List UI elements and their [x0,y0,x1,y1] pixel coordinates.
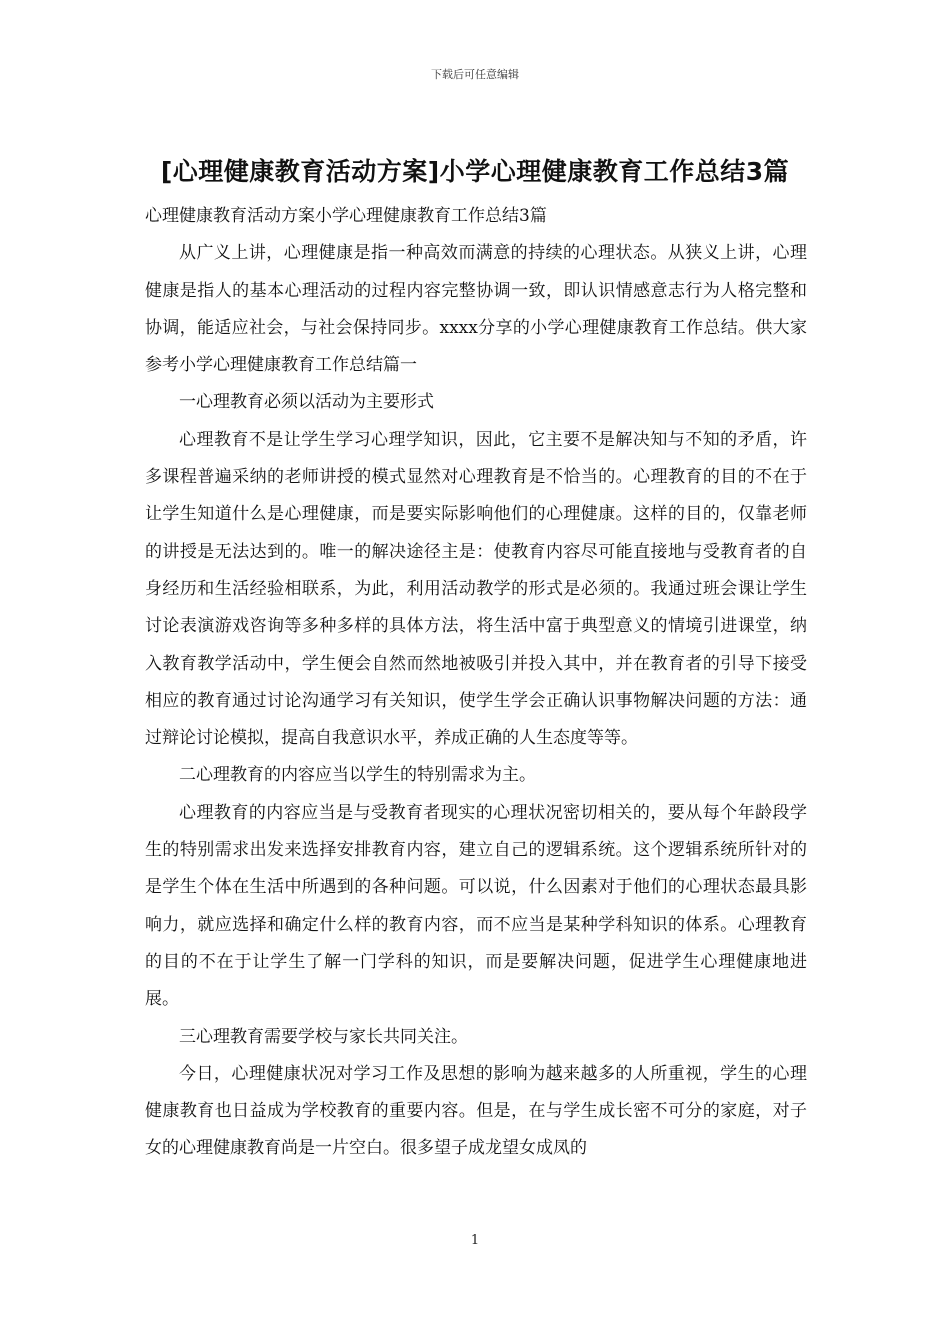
subtitle-paragraph: 心理健康教育活动方案小学心理健康教育工作总结3篇 [145,206,547,226]
body-paragraph: 心理教育的内容应当是与受教育者现实的心理状况密切相关的，要从每个年龄段学生的特别需求出发来选择安排教育内容，建立自己的逻辑系统。这个逻辑系统所针对的是学生个体在生活中所遇到的各种问题。可以说，什么因素对于他们的心理状态最具影响力，就应选择和确定什么样的教育内容，而不应当是某种学科知识的体系。心理教育的目的不在于让学生了解一门学科的知识，而是要解决问题，促进学生心理健康地进展。 [145,802,807,1010]
document-title: [心理健康教育活动方案]小学心理健康教育工作总结3篇 [160,157,790,186]
section-heading-1: 一心理教育必须以活动为主要形式 [179,392,434,413]
body-paragraph: 心理教育不是让学生学习心理学知识，因此，它主要不是解决知与不知的矛盾，许多课程普遍采纳的老师讲授的模式显然对心理教育是不恰当的。心理教育的目的不在于让学生知道什么是心理健康，而是要实际影响他们的心理健康。这样的目的，仅靠老师的讲授是无法达到的。唯一的解决途径主是：使教育内容尽可能直接地与受教育者的自身经历和生活经验相联系，为此，利用活动教学的形式是必须的。我通过班会课让学生讨论表演游戏咨询等多种多样的具体方法，将生活中富于典型意义的情境引进课堂，纳入教育教学活动中，学生便会自然而然地被吸引并投入其中，并在教育者的引导下接受相应的教育通过讨论沟通学习有关知识，使学生学会正确认识事物解决问题的方法：通过辩论讨论模拟，提高自我意识水平，养成正确的人生态度等等。 [145,429,807,749]
intro-paragraph: 从广义上讲，心理健康是指一种高效而满意的持续的心理状态。从狭义上讲，心理健康是指人的基本心理活动的过程内容完整协调一致，即认识情感意志行为人格完整和协调，能适应社会，与社会保持同步。xxxx分享的小学心理健康教育工作总结。供大家参考小学心理健康教育工作总结篇一 [145,243,807,376]
document-body [145,198,807,1168]
page-number: 1 [470,1233,480,1248]
header-note: 下载后可任意编辑 [431,68,519,81]
section-heading-3: 三心理教育需要学校与家长共同关注。 [179,1026,468,1047]
section-heading-2: 二心理教育的内容应当以学生的特别需求为主。 [179,765,536,786]
body-paragraph: 今日，心理健康状况对学习工作及思想的影响为越来越多的人所重视，学生的心理健康教育也日益成为学校教育的重要内容。但是，在与学生成长密不可分的家庭，对子女的心理健康教育尚是一片空白。很多望子成龙望女成凤的 [145,1063,807,1159]
